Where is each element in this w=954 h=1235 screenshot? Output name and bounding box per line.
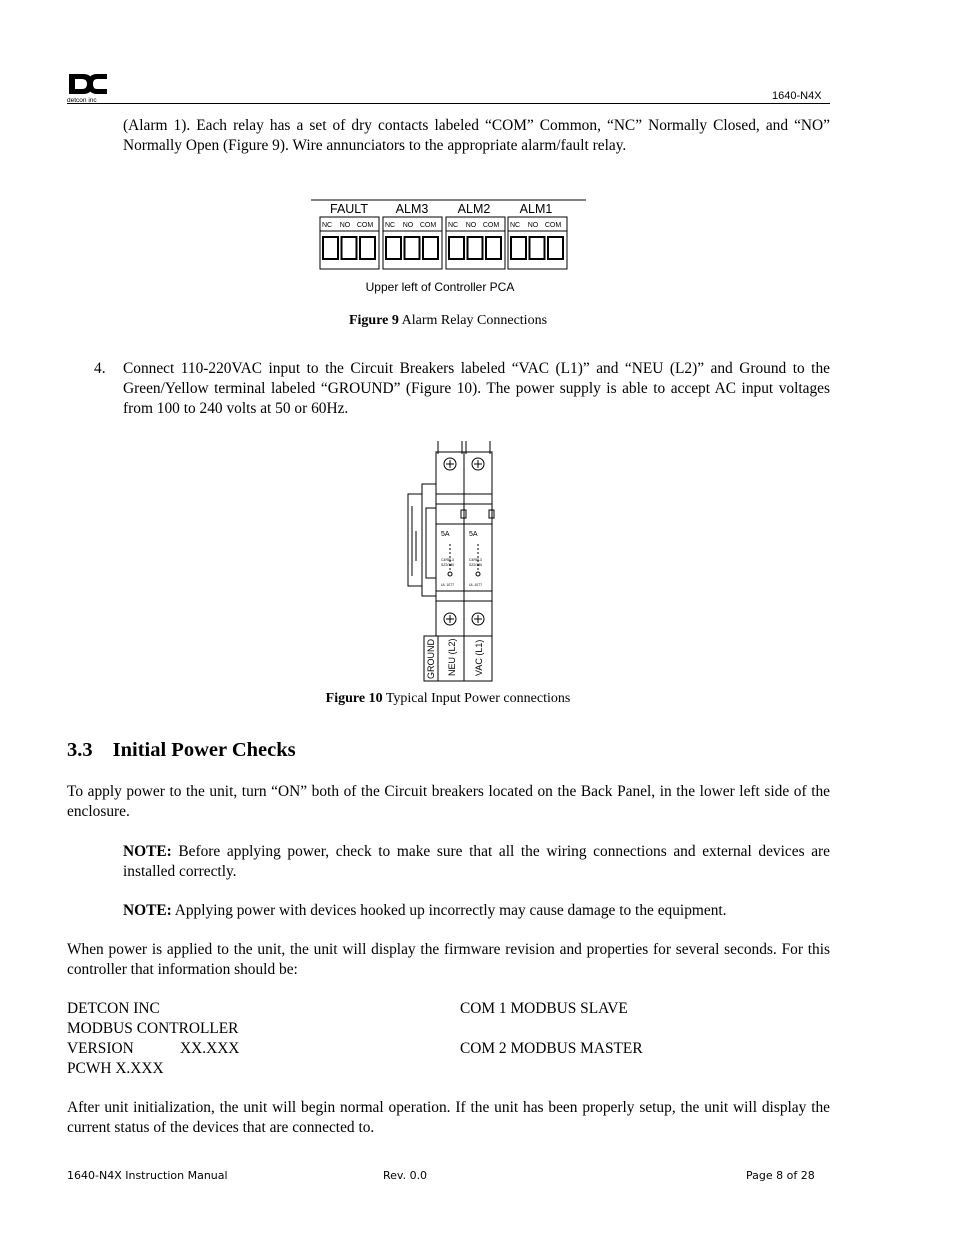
svg-text:UL 1077: UL 1077 [441,583,455,587]
relay-label-fault: FAULT [330,202,368,216]
figure10-breaker-diagram [400,436,500,684]
note-1-label: NOTE: [123,843,172,860]
contact-label-nc: NC [509,222,521,229]
contact-terminal [323,237,338,259]
section-title: Initial Power Checks [112,739,296,761]
note-1-text: Before applying power, check to make sure that all the wiring connections and external devices are installed correctly. [123,843,830,880]
figure10-caption-text: Typical Input Power connections [382,691,571,706]
contact-terminal [486,237,501,259]
figure9-caption-text: Alarm Relay Connections [398,313,548,328]
contact-label-no: NO [527,222,539,229]
contact-terminal [423,237,438,259]
contact-label-no: NO [339,222,351,229]
contact-terminal [530,237,545,259]
display-line: DETCON INC [67,1000,160,1017]
contact-label-com: COM [356,222,374,229]
figure10-caption [0,691,896,707]
logo-text: detcon inc [67,97,97,104]
contact-label-nc: NC [384,222,396,229]
figure9-caption-label: Figure 9 [348,313,399,328]
display-info-right [460,999,643,1059]
contact-label-no: NO [465,222,477,229]
figure9-caption [0,313,896,329]
figure9-sublabel: Upper left of Controller PCA [365,280,515,294]
contact-terminal [449,237,464,259]
version-value: XX.XXX [180,1040,240,1057]
contact-label-nc: NC [321,222,333,229]
section-heading [67,739,296,762]
contact-terminal [342,237,357,259]
relay-label-alm1: ALM1 [519,202,553,216]
figure9-relay-diagram [300,195,600,300]
contact-terminal [548,237,563,259]
terminal-ground: GROUND [426,639,436,679]
note-2-label: NOTE: [123,902,172,919]
display-info-left [67,999,239,1079]
display-line: COM 1 MODBUS SLAVE [460,1000,628,1017]
relay-label-alm3: ALM3 [395,202,429,216]
contact-label-com: COM [419,222,437,229]
svg-text:C4R8L3: C4R8L3 [469,558,482,562]
doc-code: 1640-N4X [772,90,822,102]
svg-text:SZ2/180: SZ2/180 [469,563,483,567]
display-line: PCWH X.XXX [67,1060,164,1077]
contact-label-no: NO [402,222,414,229]
svg-text:UL 1077: UL 1077 [469,583,483,587]
contact-label-com: COM [482,222,500,229]
svg-text:SZ2/180: SZ2/180 [441,563,455,567]
contact-label-nc: NC [447,222,459,229]
header-rule [67,103,830,104]
footer-manual: 1640-N4X Instruction Manual [67,1169,228,1182]
terminal-vac: VAC (L1) [474,639,484,676]
note-1 [123,842,830,882]
relay-label-alm2: ALM2 [457,202,491,216]
footer-page: Page 8 of 28 [746,1169,815,1182]
contact-terminal [386,237,401,259]
paragraph-after-init: After unit initialization, the unit will begin normal operation. If the unit has been properly setup, the unit will display the current status of the devices that are connected to. [67,1099,830,1136]
step4-text: Connect 110-220VAC input to the Circuit Breakers labeled “VAC (L1)” and “NEU (L2)” and Ground to the Green/Yellow terminal labeled “GROUND” (Figure 10). The power supply is able to accept AC input voltages from 100 to 240 volts at 50 or 60Hz. [123,360,830,417]
contact-terminal [511,237,526,259]
paragraph-alarm-cont: (Alarm 1). Each relay has a set of dry contacts labeled “COM” Common, “NC” Normally Closed, and “NO” Normally Open (Figure 9). Wire annunciators to the appropriate alarm/fault relay. [123,117,830,154]
figure10-caption-label: Figure 10 [325,691,383,706]
display-line: COM 2 MODBUS MASTER [460,1040,643,1057]
contact-label-com: COM [544,222,562,229]
detcon-logo [67,72,109,104]
section-number: 3.3 [67,739,93,761]
terminal-neu: NEU (L2) [447,638,457,676]
contact-terminal [468,237,483,259]
contact-terminal [405,237,420,259]
paragraph-power-applied: When power is applied to the unit, the unit will display the firmware revision and properties for several seconds. For this controller that information should be: [67,941,830,978]
paragraph-power-on: To apply power to the unit, turn “ON” both of the Circuit breakers located on the Back Panel, in the lower left side of the enclosure. [67,783,830,820]
svg-text:C4R8L3: C4R8L3 [441,558,454,562]
note-2-text: Applying power with devices hooked up incorrectly may cause damage to the equipment. [171,902,727,919]
display-line-version: VERSION XX.XXX [67,1040,240,1057]
note-2 [123,901,830,921]
rating-right: 5A [469,531,478,538]
footer-rev: Rev. 0.0 [383,1169,428,1182]
step4-number: 4. [94,360,106,377]
display-line: MODBUS CONTROLLER [67,1020,239,1037]
contact-terminal [360,237,375,259]
rating-left: 5A [441,531,450,538]
